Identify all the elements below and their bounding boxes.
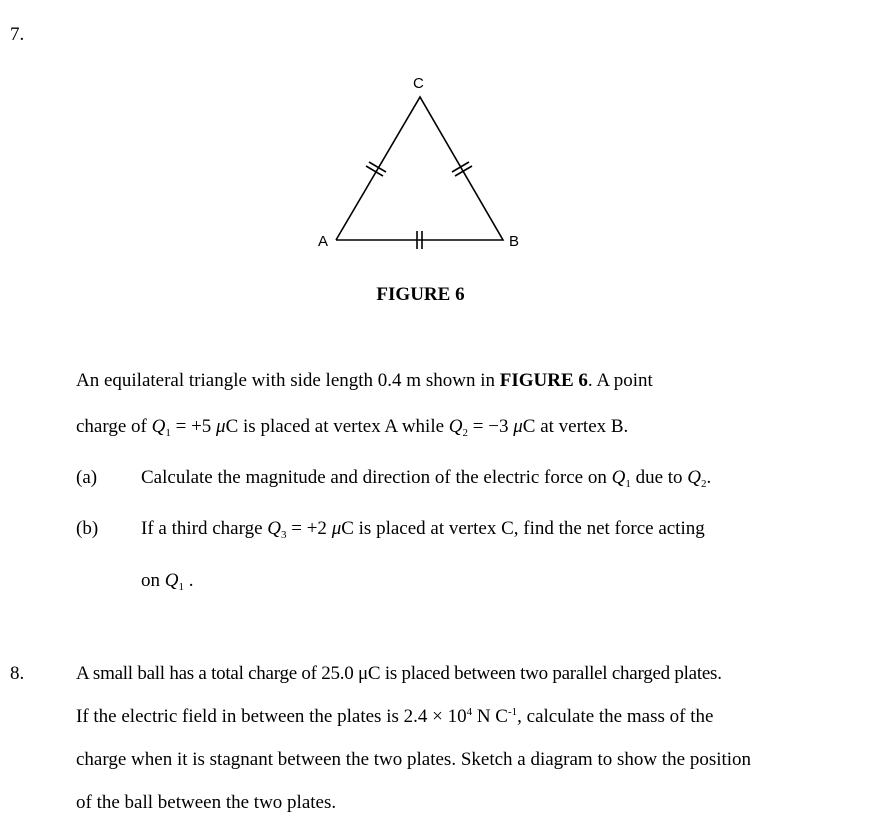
q8-line-4: of the ball between the two plates.: [76, 792, 337, 813]
figure-caption: FIGURE 6: [376, 284, 465, 305]
vertex-label-b: B: [509, 233, 520, 250]
q8-line-1: A small ball has a total charge of 25.0 μC is placed between two parallel charged plates.: [76, 663, 722, 684]
vertex-label-a: A: [318, 233, 329, 250]
vertex-label-c: C: [413, 75, 424, 92]
tick-cb-1: [455, 166, 472, 176]
q7-stem-line-1: An equilateral triangle with side length 0.4 m shown in FIGURE 6. A point: [76, 370, 653, 391]
tick-cb-2: [452, 162, 469, 172]
part-b-text-line-2: on $Q_1$ .: [141, 570, 194, 593]
part-b-label: (b): [76, 518, 99, 539]
part-a-label: (a): [76, 467, 98, 488]
q7-stem-line-2: charge of $Q_1 = +5$ μC is placed at vertex A while $Q_2 = -3$ μC at vertex B.: [76, 416, 629, 439]
q8-line-3: charge when it is stagnant between the two plates. Sketch a diagram to show the position: [76, 749, 752, 770]
part-a-text: Calculate the magnitude and direction of the electric force on $Q_1$ due to $Q_2$.: [141, 467, 712, 490]
q8-line-2: If the electric field in between the plates is $2.4 \times 10^4$ N $C^{-1}$, calculate the mass of the: [76, 706, 714, 727]
figure-6-triangle: [300, 70, 540, 255]
triangle-outline: [336, 97, 503, 240]
question-8-number: 8.: [10, 663, 25, 684]
part-b-text-line-1: If a third charge $Q_3 = +2$ μC is placed at vertex C, find the net force acting: [141, 518, 705, 541]
question-7-number: 7.: [10, 24, 25, 45]
